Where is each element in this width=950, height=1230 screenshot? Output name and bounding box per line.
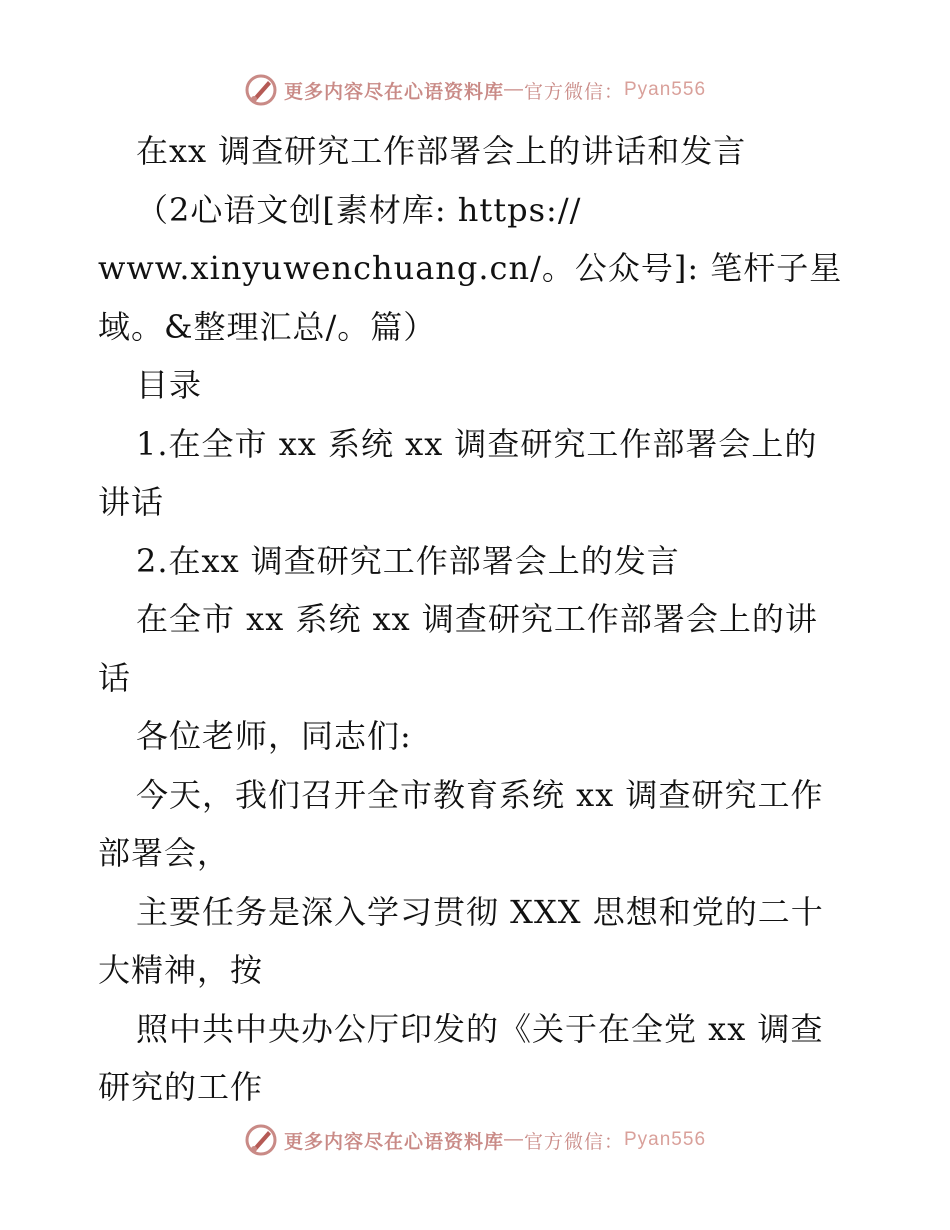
toc-item-1: 1.在全市 xx 系统 xx 调查研究工作部署会上的 — [136, 424, 818, 463]
paragraph-line: 研究的工作 — [98, 1068, 264, 1106]
watermark-wechat-label: 官方微信： — [523, 81, 624, 103]
paragraph-line: 今天，我们召开全市教育系统 xx 调查研究工作 — [136, 775, 824, 814]
paragraph-line: 大精神，按 — [98, 951, 264, 989]
paragraph-line: 照中共中央办公厅印发的《关于在全党 xx 调查 — [136, 1009, 824, 1048]
pen-logo-icon — [244, 1123, 278, 1157]
watermark-promo: 更多内容尽在心语资料库 — [283, 81, 504, 103]
paragraph-line: 主要任务是深入学习贯彻 XXX 思想和党的二十 — [136, 892, 824, 931]
paragraph-line: 部署会， — [98, 834, 231, 872]
watermark-dash: — — [503, 1129, 524, 1150]
document-line: （2心语文创[素材库: https:// — [136, 190, 582, 229]
salutation: 各位老师，同志们: — [136, 717, 412, 755]
toc-heading: 目录 — [136, 366, 203, 404]
section-title-cont: 话 — [98, 658, 132, 697]
document-line: www.xinyuwenchuang.cn/。公众号]: 笔杆子星 — [98, 249, 843, 287]
section-title: 在全市 xx 系统 xx 调查研究工作部署会上的讲 — [136, 600, 818, 638]
toc-item-2: 2.在xx 调查研究工作部署会上的发言 — [136, 541, 680, 580]
pen-logo-icon — [244, 73, 278, 107]
watermark-wechat-id: Pyan556 — [624, 1129, 707, 1150]
toc-item-1-cont: 讲话 — [98, 483, 165, 521]
watermark-banner-bottom — [0, 1120, 950, 1160]
watermark-promo: 更多内容尽在心语资料库 — [283, 1131, 504, 1153]
document-line: 域。&整理汇总/。篇） — [98, 307, 437, 346]
document-body — [98, 122, 858, 1117]
watermark-wechat-id: Pyan556 — [624, 79, 707, 100]
watermark-dash: — — [503, 79, 524, 100]
watermark-banner-top — [0, 70, 950, 110]
document-title: 在xx 调查研究工作部署会上的讲话和发言 — [136, 132, 747, 170]
watermark-wechat-label: 官方微信： — [523, 1131, 624, 1153]
